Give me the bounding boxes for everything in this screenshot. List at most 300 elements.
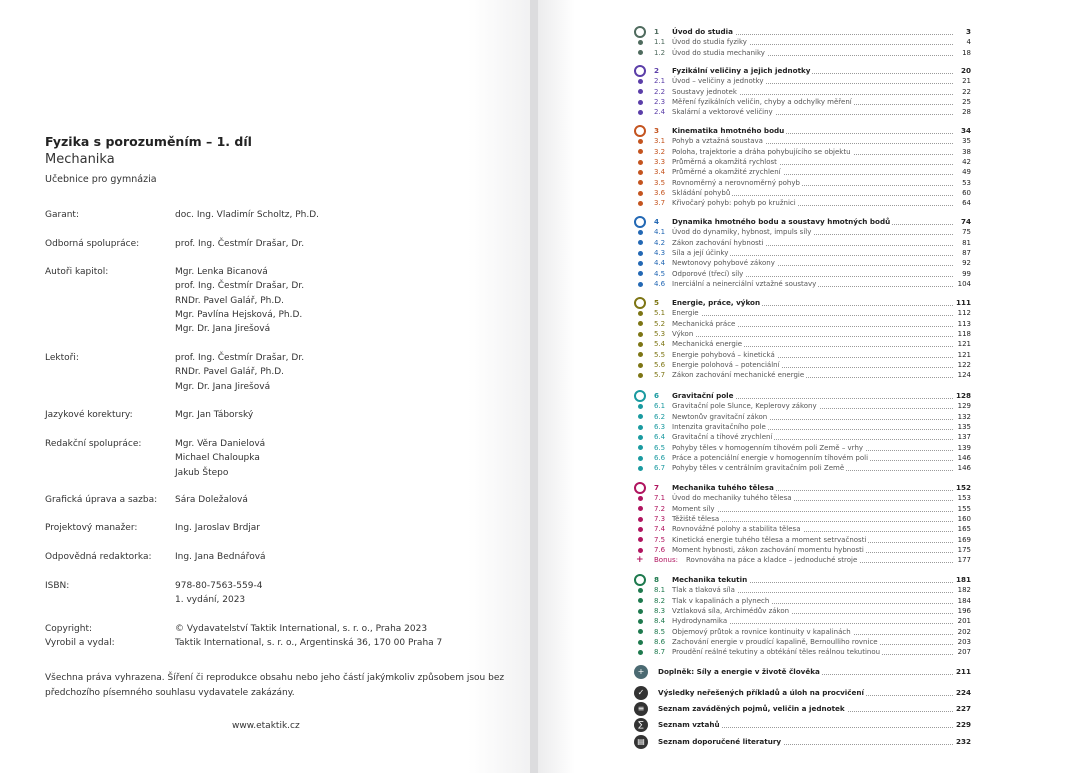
formula-icon: ∑	[634, 718, 648, 732]
toc-chapter[interactable]	[654, 575, 971, 585]
page-number: 146	[957, 454, 971, 463]
section-bullet-icon	[638, 170, 643, 175]
credit-name: Mgr. Lenka Bicanová	[175, 267, 268, 277]
extra-title: Seznam vztahů	[658, 720, 720, 729]
section-title: Průměrné a okamžité zrychlení	[672, 168, 781, 177]
plus-icon: +	[634, 665, 648, 679]
credit-name: Mgr. Věra Danielová	[175, 439, 266, 449]
section-title: Měření fyzikálních veličin, chyby a odchylky měření	[672, 98, 852, 107]
page-number: 211	[955, 667, 971, 676]
section-number: 4.3	[654, 249, 666, 258]
section-number: 5.2	[654, 319, 666, 328]
toc-section[interactable]	[654, 248, 971, 258]
section-number: 6.7	[654, 464, 666, 473]
toc-section[interactable]	[654, 37, 971, 47]
toc-section[interactable]	[654, 308, 971, 318]
book-title: Fyzika s porozuměním – 1. díl	[45, 134, 252, 149]
section-number: 7.5	[654, 535, 666, 544]
page-number: 124	[957, 371, 971, 380]
credit-value	[175, 550, 266, 564]
credit-value	[175, 351, 304, 394]
section-bullet-icon	[638, 373, 643, 378]
toc-section[interactable]	[654, 167, 971, 177]
credit-name: Taktik International, s. r. o., Argentinská 36, 170 00 Praha 7	[175, 638, 443, 648]
credit-value	[175, 579, 262, 608]
section-number: 8.3	[654, 607, 666, 616]
section-title: Výkon	[672, 330, 694, 339]
section-number: 7.4	[654, 525, 666, 534]
credit-entry	[45, 208, 515, 222]
page-number: 155	[957, 504, 971, 513]
toc-section[interactable]	[654, 535, 971, 545]
section-bullet-icon	[638, 160, 643, 165]
page-number: 42	[962, 158, 971, 167]
book-icon: ▤	[634, 735, 648, 749]
section-bullet-icon	[638, 435, 643, 440]
toc-section[interactable]	[654, 627, 971, 637]
section-title: Proudění reálné tekutiny a obtékání těles reálnou tekutinou	[672, 648, 881, 657]
section-bullet-icon	[638, 456, 643, 461]
left-page	[0, 0, 532, 773]
section-bullet-icon	[638, 261, 643, 266]
page-number: 132	[957, 412, 971, 421]
toc-extra[interactable]	[656, 720, 971, 730]
section-title: Gravitační a tíhové zrychlení	[672, 433, 773, 442]
section-title: Pohyb a vztažná soustava	[672, 137, 763, 146]
page-number: 152	[955, 483, 971, 492]
section-number: 8.2	[654, 596, 666, 605]
page-number: 202	[957, 627, 971, 636]
section-bullet-icon	[638, 640, 643, 645]
page-number: 122	[957, 361, 971, 370]
section-number: 3.4	[654, 168, 666, 177]
section-number: 1.2	[654, 48, 666, 57]
credit-entry	[45, 493, 515, 507]
chapter-number: 4	[654, 217, 660, 226]
chapter-ring-icon	[634, 390, 646, 402]
page-number: 196	[957, 607, 971, 616]
section-bullet-icon	[638, 110, 643, 115]
section-title: Úvod do studia fyziky	[672, 38, 747, 47]
credit-entry	[45, 622, 515, 636]
list-icon: ≡	[634, 702, 648, 716]
section-bullet-icon	[638, 79, 643, 84]
toc-section[interactable]	[654, 350, 971, 360]
page-number: 35	[962, 137, 971, 146]
section-number: 8.7	[654, 648, 666, 657]
toc-section[interactable]	[654, 637, 971, 647]
credit-label: ISBN:	[45, 581, 70, 591]
section-title: Tlak a tlaková síla	[672, 586, 735, 595]
toc-section[interactable]	[654, 147, 971, 157]
section-title: Průměrná a okamžitá rychlost	[672, 158, 777, 167]
toc-section[interactable]	[654, 524, 971, 534]
extra-title: Výsledky neřešených příkladů a úloh na procvičení	[658, 688, 864, 697]
credit-name: Mgr. Dr. Jana Jirešová	[175, 324, 271, 335]
page-number: 21	[962, 77, 971, 86]
chapter-title: Úvod do studia	[672, 27, 733, 36]
section-title: Zákon zachování hybnosti	[672, 238, 764, 247]
page-number: 203	[957, 638, 971, 647]
toc-section[interactable]	[654, 198, 971, 208]
section-number: 5.1	[654, 309, 666, 318]
section-number: 3.6	[654, 189, 666, 198]
page-number: 184	[957, 596, 971, 605]
section-number: 5.3	[654, 330, 666, 339]
book-subtitle: Mechanika	[45, 152, 115, 167]
section-number: 6.6	[654, 454, 666, 463]
credit-label: Lektoři:	[45, 353, 79, 363]
credit-name: Mgr. Jan Táborský	[175, 410, 254, 420]
extra-title: Seznam zaváděných pojmů, veličin a jednotek	[658, 704, 845, 713]
section-number: 7.6	[654, 546, 666, 555]
page-number: 207	[957, 648, 971, 657]
credit-entry	[45, 351, 515, 394]
dot-leader	[672, 336, 953, 337]
credit-label: Copyright:	[45, 624, 93, 634]
section-title: Rovnováha na páce a kladce – jednoduché stroje	[686, 556, 858, 565]
chapter-ring-icon	[634, 26, 646, 38]
chapter-title: Kinematika hmotného bodu	[672, 126, 785, 135]
section-title: Rovnoměrný a nerovnoměrný pohyb	[672, 178, 800, 187]
section-number: 5.5	[654, 350, 666, 359]
page-number: 146	[957, 464, 971, 473]
section-number: 1.1	[654, 38, 666, 47]
section-number: 4.2	[654, 238, 666, 247]
toc-section[interactable]	[654, 555, 971, 565]
section-number: 3.5	[654, 178, 666, 187]
credit-entry	[45, 265, 515, 337]
section-title: Skalární a vektorové veličiny	[672, 108, 773, 117]
section-bullet-icon	[638, 466, 643, 471]
section-bullet-icon	[638, 311, 643, 316]
section-bullet-icon	[638, 548, 643, 553]
section-number: 2.3	[654, 98, 666, 107]
credit-entry	[45, 408, 515, 422]
credit-label: Garant:	[45, 210, 79, 220]
page-number: 160	[957, 515, 971, 524]
section-title: Úvod do dynamiky, hybnost, impuls síly	[672, 228, 812, 237]
toc-chapter[interactable]	[654, 483, 971, 493]
toc-chapter[interactable]	[654, 27, 971, 37]
toc-section[interactable]	[654, 76, 971, 86]
section-title: Úvod do mechaniky tuhého tělesa	[672, 494, 792, 503]
page-number: 25	[962, 98, 971, 107]
chapter-number: 1	[654, 27, 660, 36]
page-number: 137	[957, 433, 971, 442]
section-number: 2.2	[654, 87, 666, 96]
section-number: 5.7	[654, 371, 666, 380]
page-number: 182	[957, 586, 971, 595]
section-number: 4.1	[654, 228, 666, 237]
page-number: 75	[962, 228, 971, 237]
section-title: Práce a potenciální energie v homogenním tíhovém poli	[672, 454, 869, 463]
section-bullet-icon	[638, 425, 643, 430]
toc-section[interactable]	[654, 463, 971, 473]
page-number: 135	[957, 423, 971, 432]
section-bullet-icon	[638, 517, 643, 522]
chapter-ring-icon	[634, 125, 646, 137]
section-number: 5.6	[654, 361, 666, 370]
section-number: 6.4	[654, 433, 666, 442]
chapter-number: 7	[654, 483, 660, 492]
section-number: 3.3	[654, 158, 666, 167]
section-number: 6.5	[654, 443, 666, 452]
toc-section[interactable]	[654, 97, 971, 107]
credit-entry	[45, 636, 515, 650]
page-number: 34	[960, 126, 971, 135]
section-title: Skládání pohybů	[672, 189, 731, 198]
section-title: Zákon zachování mechanické energie	[672, 371, 805, 380]
toc-section[interactable]	[654, 360, 971, 370]
credit-value	[175, 237, 304, 251]
section-title: Energie polohová – potenciální	[672, 361, 780, 370]
page-number: 224	[955, 688, 971, 697]
toc-section[interactable]	[654, 647, 971, 657]
section-number: 6.2	[654, 412, 666, 421]
section-number: 8.4	[654, 617, 666, 626]
credit-entry	[45, 437, 515, 480]
toc-section[interactable]	[654, 412, 971, 422]
toc-section[interactable]	[654, 606, 971, 616]
section-bullet-icon	[638, 40, 643, 45]
page-number: 81	[962, 238, 971, 247]
credit-name: 978-80-7563-559-4	[175, 581, 263, 591]
section-number: 4.6	[654, 280, 666, 289]
toc-section[interactable]	[654, 545, 971, 555]
section-bullet-icon	[638, 191, 643, 196]
section-bullet-icon	[638, 201, 643, 206]
page-number: 60	[962, 189, 971, 198]
toc-section[interactable]	[654, 585, 971, 595]
toc-section[interactable]	[654, 422, 971, 432]
chapter-title: Energie, práce, výkon	[672, 298, 761, 307]
section-title: Těžiště tělesa	[672, 515, 720, 524]
toc-extra[interactable]	[656, 704, 971, 714]
toc-section[interactable]	[654, 227, 971, 237]
page-number: 181	[955, 575, 971, 584]
toc-section[interactable]	[654, 188, 971, 198]
page-number: 49	[962, 168, 971, 177]
section-title: Tlak v kapalinách a plynech	[672, 596, 770, 605]
chapter-ring-icon	[634, 574, 646, 586]
page-number: 64	[962, 199, 971, 208]
toc-extra[interactable]	[656, 688, 971, 698]
section-title: Křivočarý pohyb: pohyb po kružnici	[672, 199, 796, 208]
toc-section[interactable]	[654, 443, 971, 453]
toc-section[interactable]	[654, 48, 971, 58]
toc-section[interactable]	[654, 269, 971, 279]
toc-section[interactable]	[654, 432, 971, 442]
toc-chapter[interactable]	[654, 391, 971, 401]
section-bullet-icon	[638, 619, 643, 624]
toc-chapter[interactable]	[654, 217, 971, 227]
section-number: 6.3	[654, 423, 666, 432]
dot-leader	[672, 315, 953, 316]
toc-section[interactable]	[654, 87, 971, 97]
credit-name: doc. Ing. Vladimír Scholtz, Ph.D.	[175, 210, 320, 220]
toc-section[interactable]	[654, 157, 971, 167]
toc-section[interactable]	[654, 319, 971, 329]
credit-value	[175, 636, 442, 650]
section-title: Pohyby těles v homogenním tíhovém poli Země – vrhy	[672, 443, 864, 452]
chapter-number: 2	[654, 66, 660, 75]
credit-name: RNDr. Pavel Galář, Ph.D.	[175, 367, 284, 378]
section-bullet-icon	[638, 527, 643, 532]
page-number: 177	[957, 556, 971, 565]
section-number: Bonus:	[654, 556, 678, 565]
credit-name: Jakub Štepo	[175, 467, 229, 478]
toc-section[interactable]	[654, 401, 971, 411]
page-number: 53	[962, 178, 971, 187]
section-bullet-icon	[638, 251, 643, 256]
toc-section[interactable]	[654, 258, 971, 268]
section-title: Rovnovážné polohy a stabilita tělesa	[672, 525, 801, 534]
section-bullet-icon	[638, 230, 643, 235]
page-number: 4	[966, 38, 971, 47]
section-bullet-icon	[638, 282, 643, 287]
chapter-ring-icon	[634, 65, 646, 77]
toc-extra[interactable]	[656, 667, 971, 677]
toc-chapter[interactable]	[654, 126, 971, 136]
section-title: Síla a její účinky	[672, 249, 729, 258]
toc-section[interactable]	[654, 493, 971, 503]
section-title: Newtonův gravitační zákon	[672, 412, 768, 421]
section-number: 3.2	[654, 147, 666, 156]
toc-section[interactable]	[654, 370, 971, 380]
toc-extra[interactable]	[656, 737, 971, 747]
toc-section[interactable]	[654, 136, 971, 146]
bonus-plus-icon: +	[636, 555, 644, 566]
toc-section[interactable]	[654, 178, 971, 188]
chapter-number: 6	[654, 391, 660, 400]
credit-name: © Vydavatelství Taktik International, s. r. o., Praha 2023	[175, 624, 428, 634]
section-number: 7.1	[654, 494, 666, 503]
page-number: 229	[955, 720, 971, 729]
page-number: 112	[957, 309, 971, 318]
section-number: 7.3	[654, 515, 666, 524]
toc-section[interactable]	[654, 514, 971, 524]
credit-label: Redakční spolupráce:	[45, 439, 142, 449]
toc-chapter[interactable]	[654, 66, 971, 76]
page-number: 121	[957, 350, 971, 359]
page-number: 92	[962, 259, 971, 268]
chapter-number: 8	[654, 575, 660, 584]
toc-section[interactable]	[654, 339, 971, 349]
page-number: 121	[957, 340, 971, 349]
page-number: 129	[957, 402, 971, 411]
toc-section[interactable]	[654, 616, 971, 626]
credit-value	[175, 622, 427, 636]
section-title: Energie	[672, 309, 699, 318]
section-bullet-icon	[638, 404, 643, 409]
page-number: 74	[960, 217, 971, 226]
credit-label: Autoři kapitol:	[45, 267, 109, 277]
section-title: Zachování energie v proudící kapalině, Bernoulliho rovnice	[672, 638, 878, 647]
section-title: Moment hybnosti, zákon zachování momentu hybnosti	[672, 546, 864, 555]
section-bullet-icon	[638, 100, 643, 105]
section-title: Vztlaková síla, Archimédův zákon	[672, 607, 790, 616]
credit-value	[175, 408, 253, 422]
credit-name: Ing. Jaroslav Brdjar	[175, 523, 261, 533]
section-bullet-icon	[638, 332, 643, 337]
credit-name: Ing. Jana Bednářová	[175, 552, 266, 562]
toc-chapter[interactable]	[654, 298, 971, 308]
credit-name: prof. Ing. Čestmír Drašar, Dr.	[175, 239, 305, 249]
rights-notice: Všechna práva vyhrazena. Šíření či reprodukce obsahu nebo jeho částí jakýmkoliv způsobem jsou bez předchozího písemného souhlasu vydavatele zakázány.	[45, 673, 505, 698]
credit-value	[175, 265, 304, 336]
page-number: 175	[957, 546, 971, 555]
toc-section[interactable]	[654, 238, 971, 248]
page-number: 99	[962, 269, 971, 278]
credit-value	[175, 521, 260, 535]
extra-title: Doplněk: Síly a energie v životě člověka	[658, 667, 820, 676]
page-number: 227	[955, 704, 971, 713]
results-icon: ✓	[634, 686, 648, 700]
page-number: 128	[955, 391, 971, 400]
credit-name: prof. Ing. Čestmír Drašar, Dr.	[175, 281, 305, 292]
toc-section[interactable]	[654, 596, 971, 606]
section-bullet-icon	[638, 363, 643, 368]
section-bullet-icon	[638, 342, 643, 347]
toc-section[interactable]	[654, 329, 971, 339]
section-title: Inerciální a neinerciální vztažné soustavy	[672, 280, 817, 289]
section-title: Úvod – veličiny a jednotky	[672, 77, 764, 86]
credit-name: 1. vydání, 2023	[175, 595, 246, 606]
section-number: 5.4	[654, 340, 666, 349]
section-bullet-icon	[638, 650, 643, 655]
credit-entry	[45, 237, 515, 251]
credit-name: Michael Chaloupka	[175, 453, 260, 464]
page-number: 111	[955, 298, 971, 307]
section-number: 6.1	[654, 402, 666, 411]
page-number: 139	[957, 443, 971, 452]
credit-entry	[45, 550, 515, 564]
toc-section[interactable]	[654, 279, 971, 289]
page-number: 22	[962, 87, 971, 96]
section-title: Mechanická práce	[672, 319, 736, 328]
section-title: Mechanická energie	[672, 340, 743, 349]
page-number: 28	[962, 108, 971, 117]
section-title: Energie pohybová – kinetická	[672, 350, 775, 359]
toc-section[interactable]	[654, 504, 971, 514]
section-title: Kinetická energie tuhého tělesa a moment setrvačnosti	[672, 535, 867, 544]
credit-entry	[45, 521, 515, 535]
section-title: Gravitační pole Slunce, Keplerovy zákony	[672, 402, 817, 411]
page-number: 113	[957, 319, 971, 328]
credit-label: Vyrobil a vydal:	[45, 638, 115, 648]
chapter-title: Mechanika tuhého tělesa	[672, 483, 774, 492]
toc-section[interactable]	[654, 453, 971, 463]
section-title: Poloha, trajektorie a dráha pohybujícího se objektu	[672, 147, 851, 156]
page-number: 118	[957, 330, 971, 339]
credit-label: Grafická úprava a sazba:	[45, 495, 158, 505]
credit-value	[175, 437, 265, 480]
section-bullet-icon	[638, 588, 643, 593]
extra-title: Seznam doporučené literatury	[658, 737, 782, 746]
toc-section[interactable]	[654, 107, 971, 117]
credit-name: Sára Doležalová	[175, 495, 248, 505]
page-number: 201	[957, 617, 971, 626]
credit-value	[175, 493, 248, 507]
page-number: 153	[957, 494, 971, 503]
page-number: 3	[965, 27, 971, 36]
website-link[interactable]: www.etaktik.cz	[232, 721, 300, 731]
credit-name: RNDr. Pavel Galář, Ph.D.	[175, 295, 284, 306]
chapter-title: Fyzikální veličiny a jejich jednotky	[672, 66, 811, 75]
credit-label: Projektový manažer:	[45, 523, 138, 533]
section-title: Intenzita gravitačního pole	[672, 423, 766, 432]
